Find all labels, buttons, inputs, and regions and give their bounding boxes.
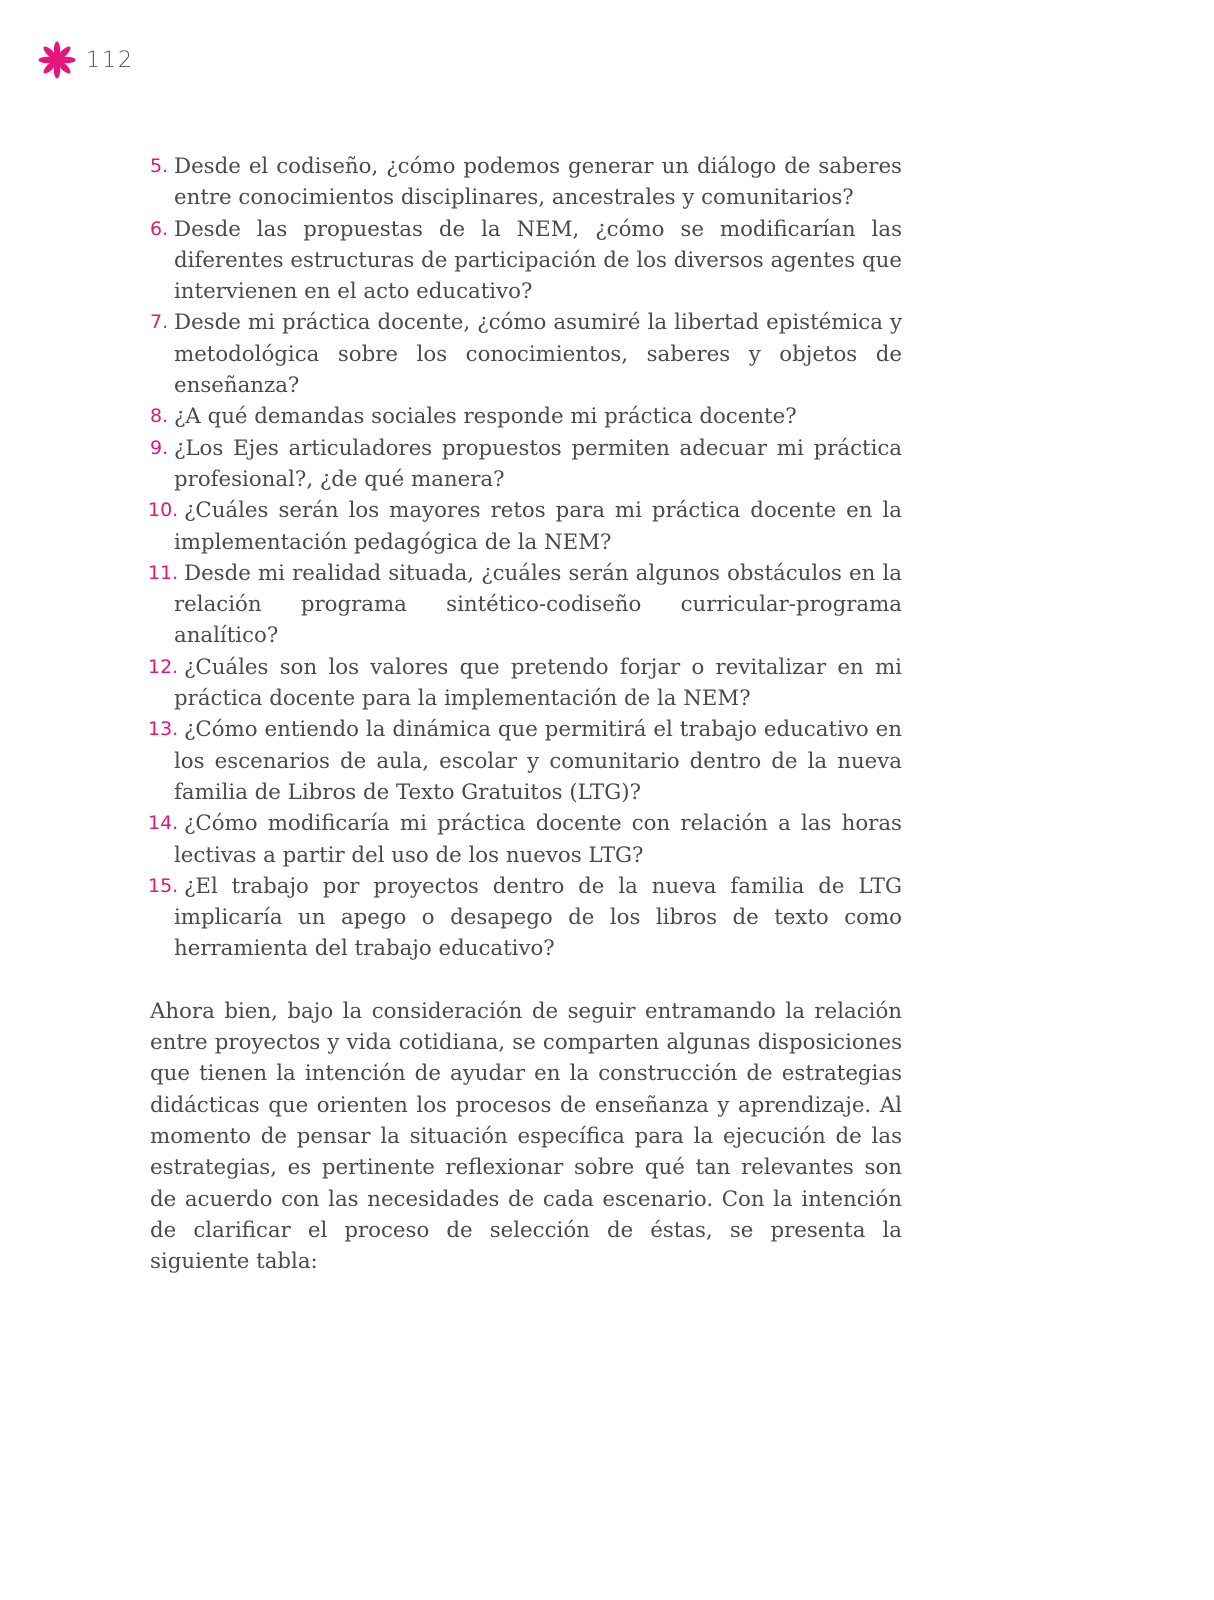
question-item [150, 558, 902, 652]
question-item [150, 808, 902, 871]
question-item [150, 652, 902, 715]
question-text: Desde mi realidad situada, ¿cuáles serán algunos obstáculos en la relación programa sintético-codiseño curricular-programa analítico? [174, 560, 902, 649]
question-item [150, 714, 902, 808]
question-number: 11. [148, 561, 179, 584]
question-text: ¿Los Ejes articuladores propuestos permiten adecuar mi práctica profesional?, ¿de qué manera? [174, 435, 902, 492]
question-text: ¿El trabajo por proyectos dentro de la nueva familia de LTG implicaría un apego o desapego de los libros de texto como herramienta del trabajo educativo? [174, 873, 902, 962]
page-number: 112 [86, 47, 134, 73]
question-number: 7. [150, 311, 169, 334]
question-text: ¿A qué demandas sociales responde mi práctica docente? [174, 404, 797, 430]
question-text: ¿Cuáles serán los mayores retos para mi práctica docente en la implementación pedagógica de la NEM? [174, 498, 902, 555]
question-number: 15. [148, 874, 179, 897]
question-item [150, 495, 902, 558]
question-number: 13. [148, 718, 179, 741]
question-item [150, 401, 902, 432]
question-number: 6. [150, 217, 169, 240]
page-content [150, 151, 902, 1299]
asterisk-icon [38, 41, 76, 79]
question-number: 8. [150, 405, 169, 428]
question-text: Desde las propuestas de la NEM, ¿cómo se modificarían las diferentes estructuras de participación de los diversos agentes que intervienen en el acto educativo? [174, 216, 902, 305]
question-text: Desde el codiseño, ¿cómo podemos generar un diálogo de saberes entre conocimientos disciplinares, ancestrales y comunitarios? [174, 154, 902, 211]
question-item [150, 214, 902, 308]
questions-list [150, 151, 902, 965]
question-number: 5. [150, 155, 169, 177]
question-text: ¿Cuáles son los valores que pretendo forjar o revitalizar en mi práctica docente para la implementación de la NEM? [174, 654, 902, 712]
page-header [38, 42, 134, 78]
question-text: ¿Cómo modificaría mi práctica docente con relación a las horas lectivas a partir del uso de los nuevos LTG? [174, 811, 902, 868]
question-number: 12. [148, 655, 179, 678]
question-item [150, 307, 902, 401]
question-item [150, 433, 902, 496]
body-paragraph: Ahora bien, bajo la consideración de seguir entramando la relación entre proyectos y vida cotidiana, se comparten algunas disposiciones que tienen la intención de ayudar en la construcción de estrategias didácticas que orienten los procesos de enseñanza y aprendizaje. Al momento de pensar la situación específica para la ejecución de las estrategias, es pertinente reflexionar sobre qué tan relevantes son de acuerdo con las necesidades de cada escenario. Con la intención de clarificar el proceso de selección de éstas, se presenta la siguiente tabla: [150, 998, 902, 1275]
question-item [150, 151, 902, 214]
question-text: ¿Cómo entiendo la dinámica que permitirá el trabajo educativo en los escenarios de aula, escolar y comunitario dentro de la nueva familia de Libros de Texto Gratuitos (LTG)? [174, 717, 902, 805]
question-text: Desde mi práctica docente, ¿cómo asumiré la libertad epistémica y metodológica sobre los conocimientos, saberes y objetos de enseñanza? [174, 310, 902, 399]
question-number: 14. [148, 812, 179, 835]
question-number: 9. [150, 436, 169, 459]
question-item [150, 871, 902, 965]
question-number: 10. [148, 499, 179, 522]
